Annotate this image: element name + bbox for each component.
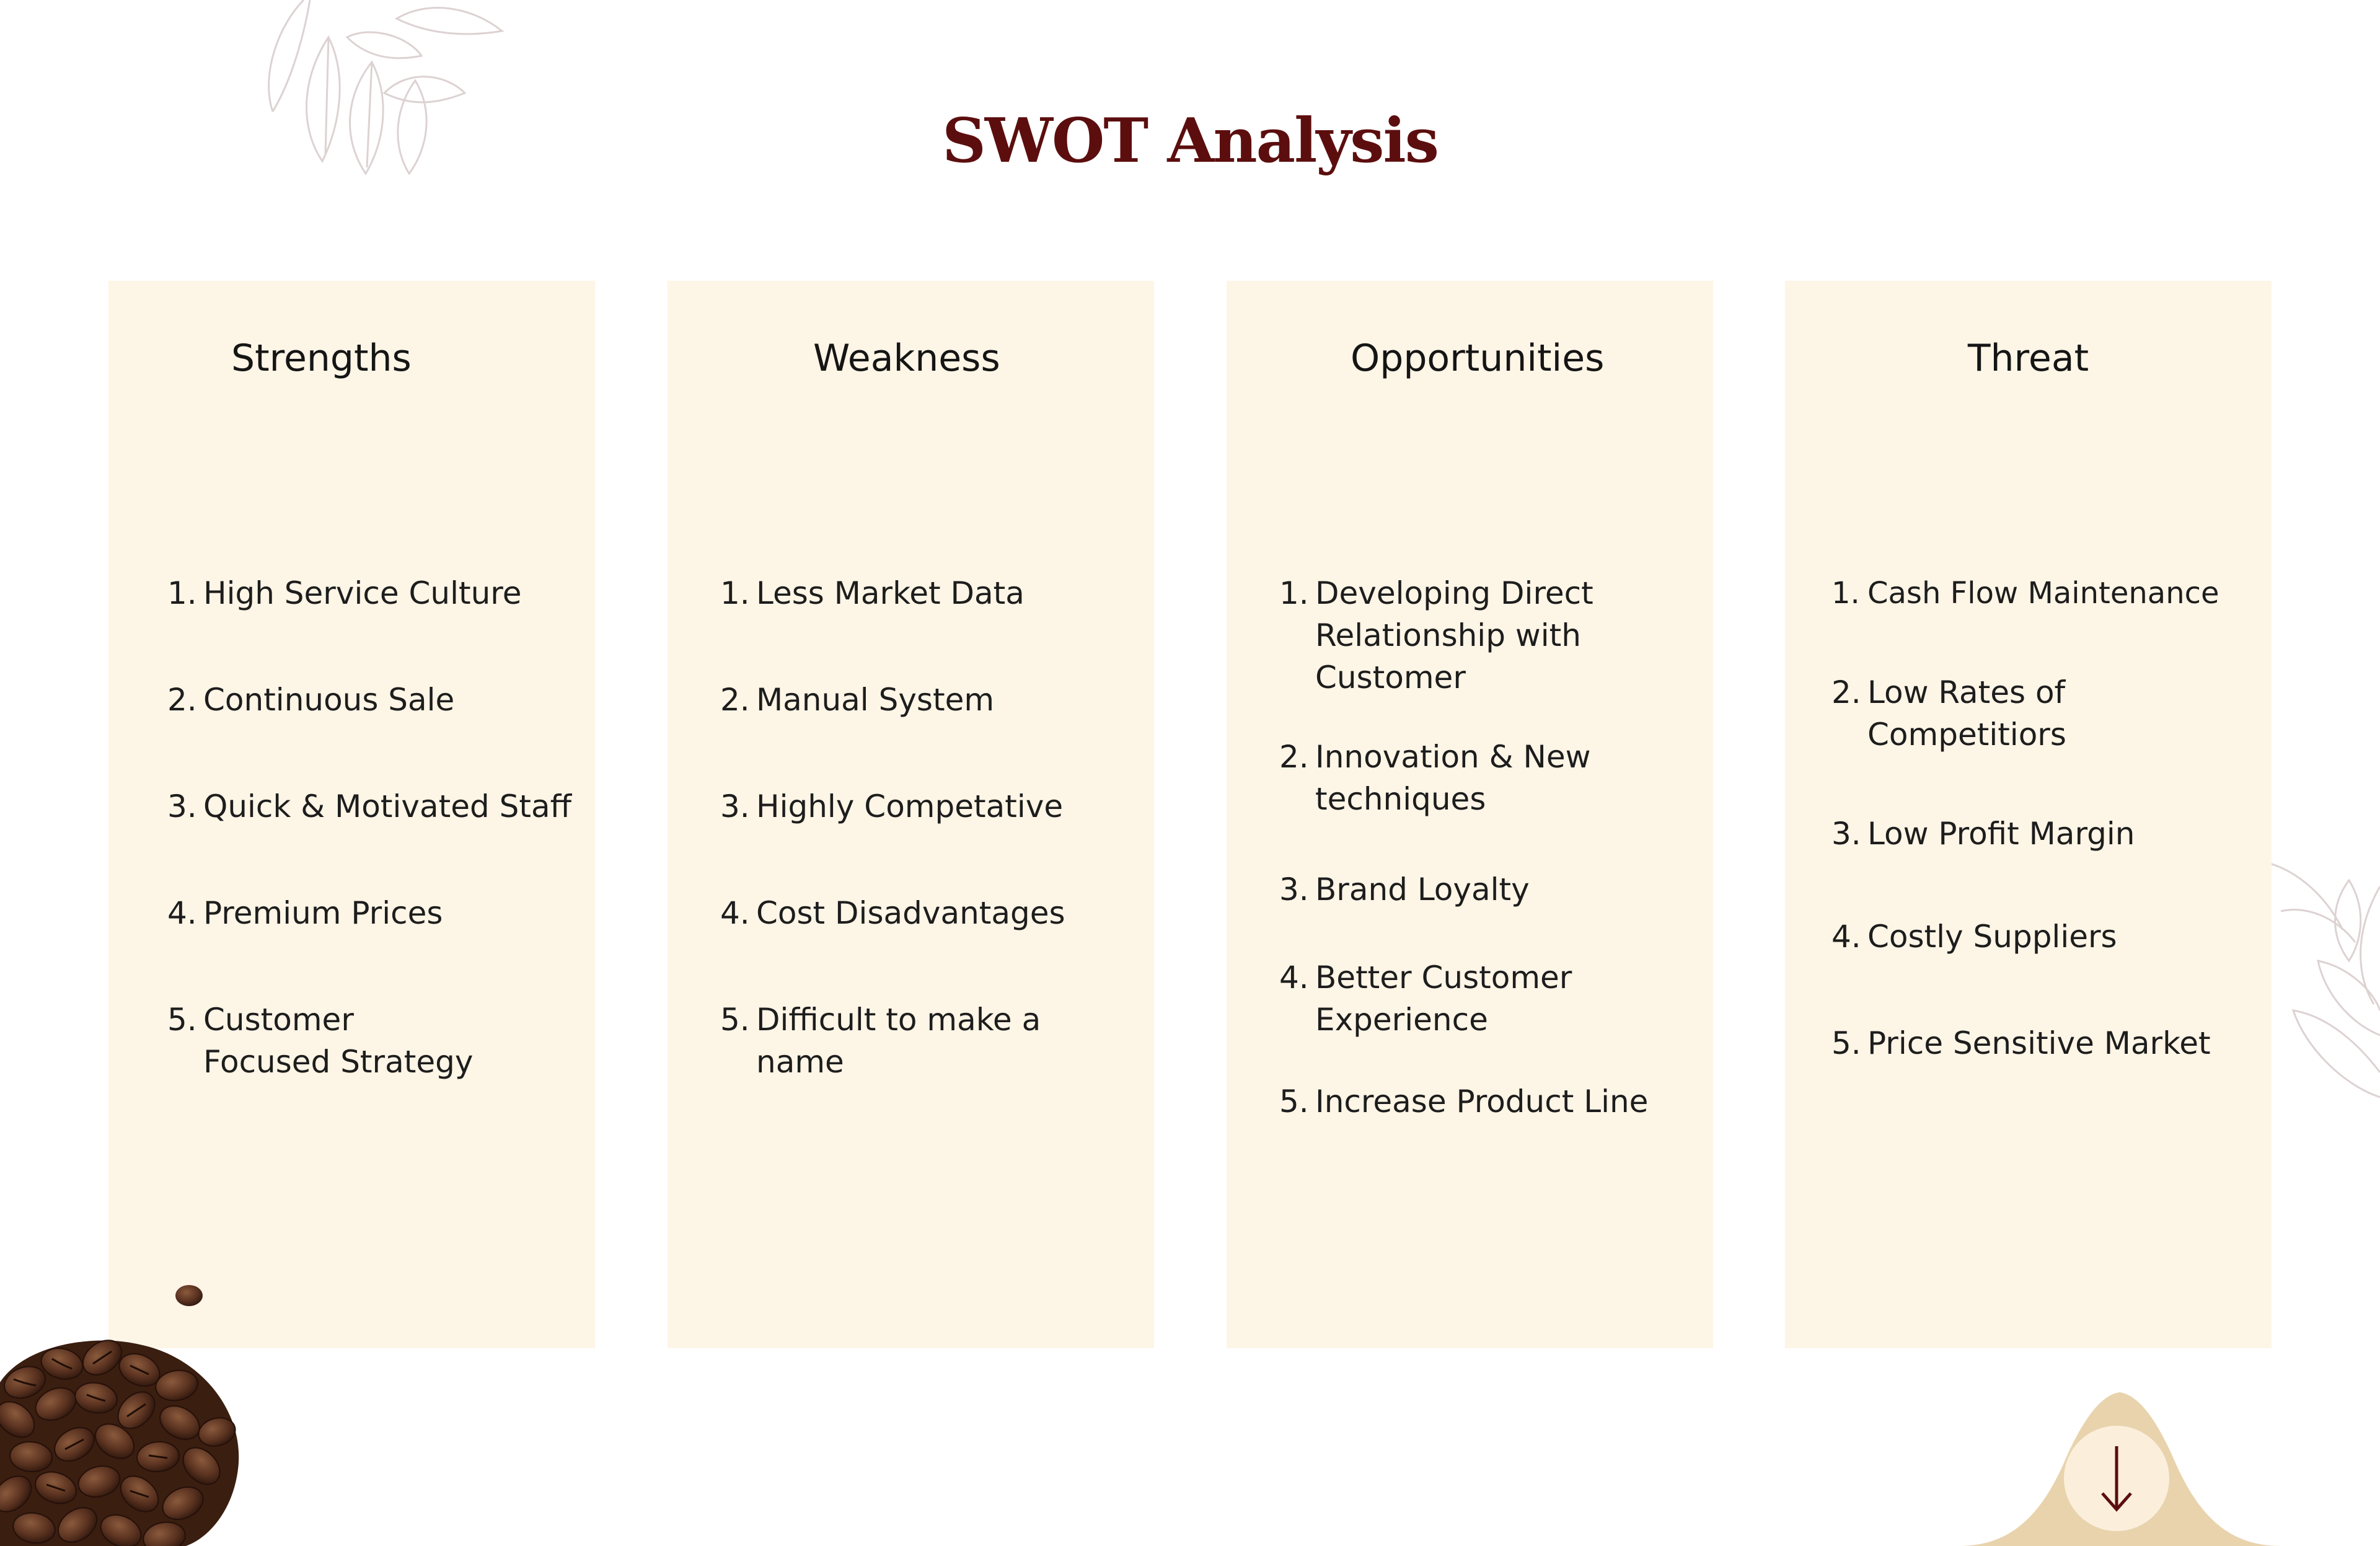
scroll-down-button[interactable] bbox=[2064, 1426, 2169, 1531]
list-item: 1. Less Market Data bbox=[720, 575, 1025, 611]
strengths-card bbox=[108, 281, 595, 1348]
opportunities-card bbox=[1227, 281, 1713, 1348]
list-item: 3. Highly Competative bbox=[720, 788, 1064, 824]
card-heading: Strengths bbox=[231, 337, 412, 380]
list-item: 2. Continuous Sale bbox=[167, 682, 455, 718]
strengths-list bbox=[167, 572, 576, 1083]
weakness-card bbox=[668, 281, 1154, 1348]
list-item: 4. Better Customer Experience bbox=[1279, 960, 1572, 1038]
list-item: 2. Manual System bbox=[720, 682, 995, 718]
list-item: 5. Customer Focused Strategy bbox=[167, 1002, 474, 1080]
list-item: 1. Cash Flow Maintenance bbox=[1831, 576, 2219, 611]
list-item: 3. Brand Loyalty bbox=[1279, 872, 1530, 908]
list-item: 4. Costly Suppliers bbox=[1831, 919, 2117, 955]
list-item: 2. Low Rates of Competitiors bbox=[1831, 674, 2066, 753]
list-item: 3. Low Profit Margin bbox=[1831, 816, 2135, 852]
threat-card bbox=[1785, 281, 2272, 1348]
arrow-down-icon bbox=[2095, 1441, 2138, 1516]
weakness-list bbox=[720, 572, 1129, 1083]
list-item: 4. Premium Prices bbox=[167, 895, 443, 931]
threat-list bbox=[1831, 572, 2265, 1064]
leaf-outline-icon bbox=[2256, 849, 2380, 1110]
card-heading: Threat bbox=[1967, 337, 2089, 380]
opportunities-list bbox=[1279, 572, 1688, 1123]
list-item: 4. Cost Disadvantages bbox=[720, 895, 1065, 931]
list-item: 2. Innovation & New techniques bbox=[1279, 739, 1591, 817]
list-item: 5. Increase Product Line bbox=[1279, 1084, 1649, 1120]
list-item: 3. Quick & Motivated Staff bbox=[167, 788, 572, 824]
coffee-beans-image bbox=[0, 1277, 248, 1546]
list-item: 5. Difficult to make a name bbox=[720, 1002, 1041, 1080]
page-title: SWOT Analysis bbox=[942, 105, 1438, 177]
list-item: 5. Price Sensitive Market bbox=[1831, 1025, 2211, 1061]
card-heading: Opportunities bbox=[1351, 337, 1605, 380]
list-item: 1. Developing Direct Relationship with Customer bbox=[1279, 575, 1593, 696]
card-heading: Weakness bbox=[813, 337, 1000, 380]
list-item: 1. High Service Culture bbox=[167, 575, 522, 611]
